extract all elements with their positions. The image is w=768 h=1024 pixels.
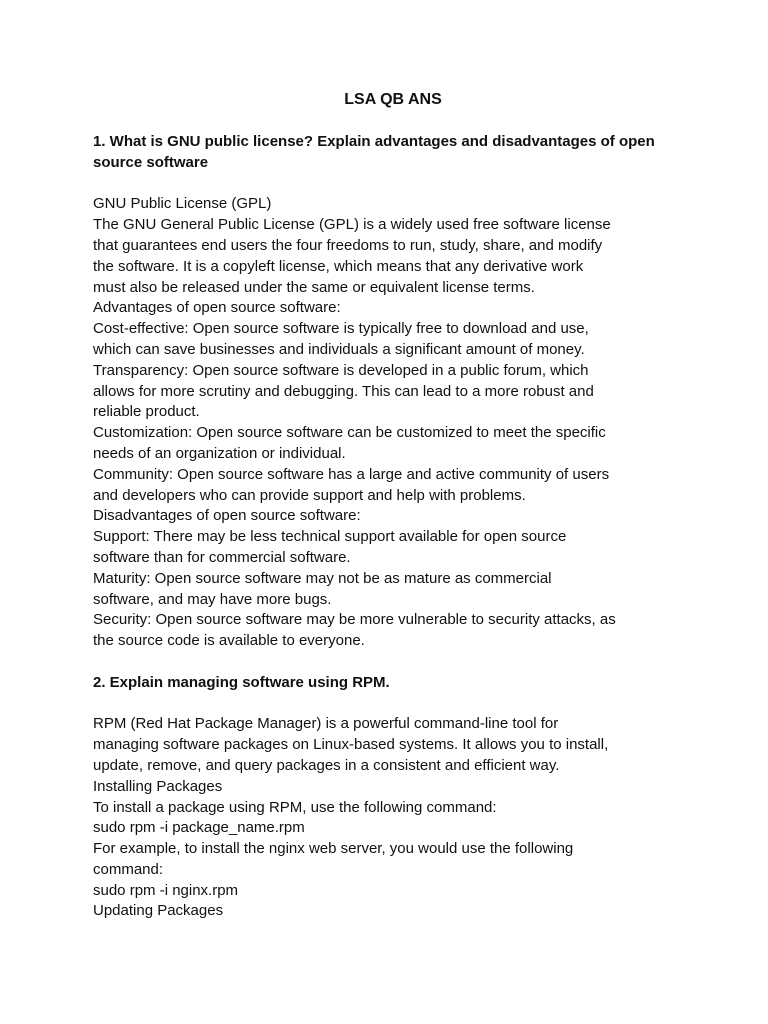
answer-1-line: Security: Open source software may be more vulnerable to security attacks, as: [93, 611, 616, 629]
document-title: LSA QB ANS: [344, 91, 442, 108]
answer-1-line: Community: Open source software has a large and active community of users: [93, 465, 610, 483]
answer-1-line: Transparency: Open source software is developed in a public forum, which: [93, 361, 589, 379]
answer-1-line: Maturity: Open source software may not be as mature as commercial: [93, 569, 552, 587]
paragraph-gap: [93, 652, 693, 673]
answer-1-line: the source code is available to everyone.: [93, 632, 365, 650]
answer-2-line: For example, to install the nginx web server, you would use the following: [93, 840, 574, 858]
answer-1-line: Advantages of open source software:: [93, 299, 341, 317]
question-2-line: 2. Explain managing software using RPM.: [93, 673, 390, 691]
answer-1-line: must also be released under the same or equivalent license terms.: [93, 278, 535, 296]
question-1-heading: [93, 132, 693, 174]
answer-2-line: Updating Packages: [93, 902, 224, 920]
question-1-line: source software: [93, 153, 209, 171]
answer-1-line: which can save businesses and individuals a significant amount of money.: [93, 340, 585, 358]
answer-1-line: Customization: Open source software can be customized to meet the specific: [93, 424, 606, 442]
answer-1-line: The GNU General Public License (GPL) is a widely used free software license: [93, 216, 611, 234]
answer-1-line: reliable product.: [93, 403, 200, 421]
answer-1-line: Support: There may be less technical support available for open source: [93, 528, 567, 546]
answer-1-line: Cost-effective: Open source software is typically free to download and use,: [93, 320, 589, 338]
answer-1-line: the software. It is a copyleft license, which means that any derivative work: [93, 257, 584, 275]
answer-1-line: allows for more scrutiny and debugging. This can lead to a more robust and: [93, 382, 594, 400]
answer-1-line: GNU Public License (GPL): [93, 195, 272, 213]
question-2-heading: [93, 673, 693, 694]
paragraph-gap: [93, 694, 693, 715]
answer-1-line: needs of an organization or individual.: [93, 444, 346, 462]
answer-1-body: [93, 194, 693, 652]
answer-2-line: To install a package using RPM, use the following command:: [93, 798, 497, 816]
answer-2-line: update, remove, and query packages in a consistent and efficient way.: [93, 756, 560, 774]
answer-1-line: and developers who can provide support and help with problems.: [93, 486, 526, 504]
answer-2-body: [93, 714, 693, 922]
answer-2-line: sudo rpm -i nginx.rpm: [93, 881, 239, 899]
answer-2-line: command:: [93, 860, 164, 878]
answer-1-line: software, and may have more bugs.: [93, 590, 332, 608]
document-page: [93, 88, 693, 922]
paragraph-gap: [93, 174, 693, 195]
answer-2-line: sudo rpm -i package_name.rpm: [93, 819, 305, 837]
question-1-line: 1. What is GNU public license? Explain advantages and disadvantages of open: [93, 133, 655, 150]
answer-2-line: RPM (Red Hat Package Manager) is a powerful command-line tool for: [93, 715, 559, 733]
answer-2-line: managing software packages on Linux-based systems. It allows you to install,: [93, 736, 609, 754]
answer-1-line: that guarantees end users the four freedoms to run, study, share, and modify: [93, 236, 603, 254]
answer-1-line: software than for commercial software.: [93, 548, 351, 566]
answer-2-line: Installing Packages: [93, 777, 223, 795]
answer-1-line: Disadvantages of open source software:: [93, 507, 361, 525]
